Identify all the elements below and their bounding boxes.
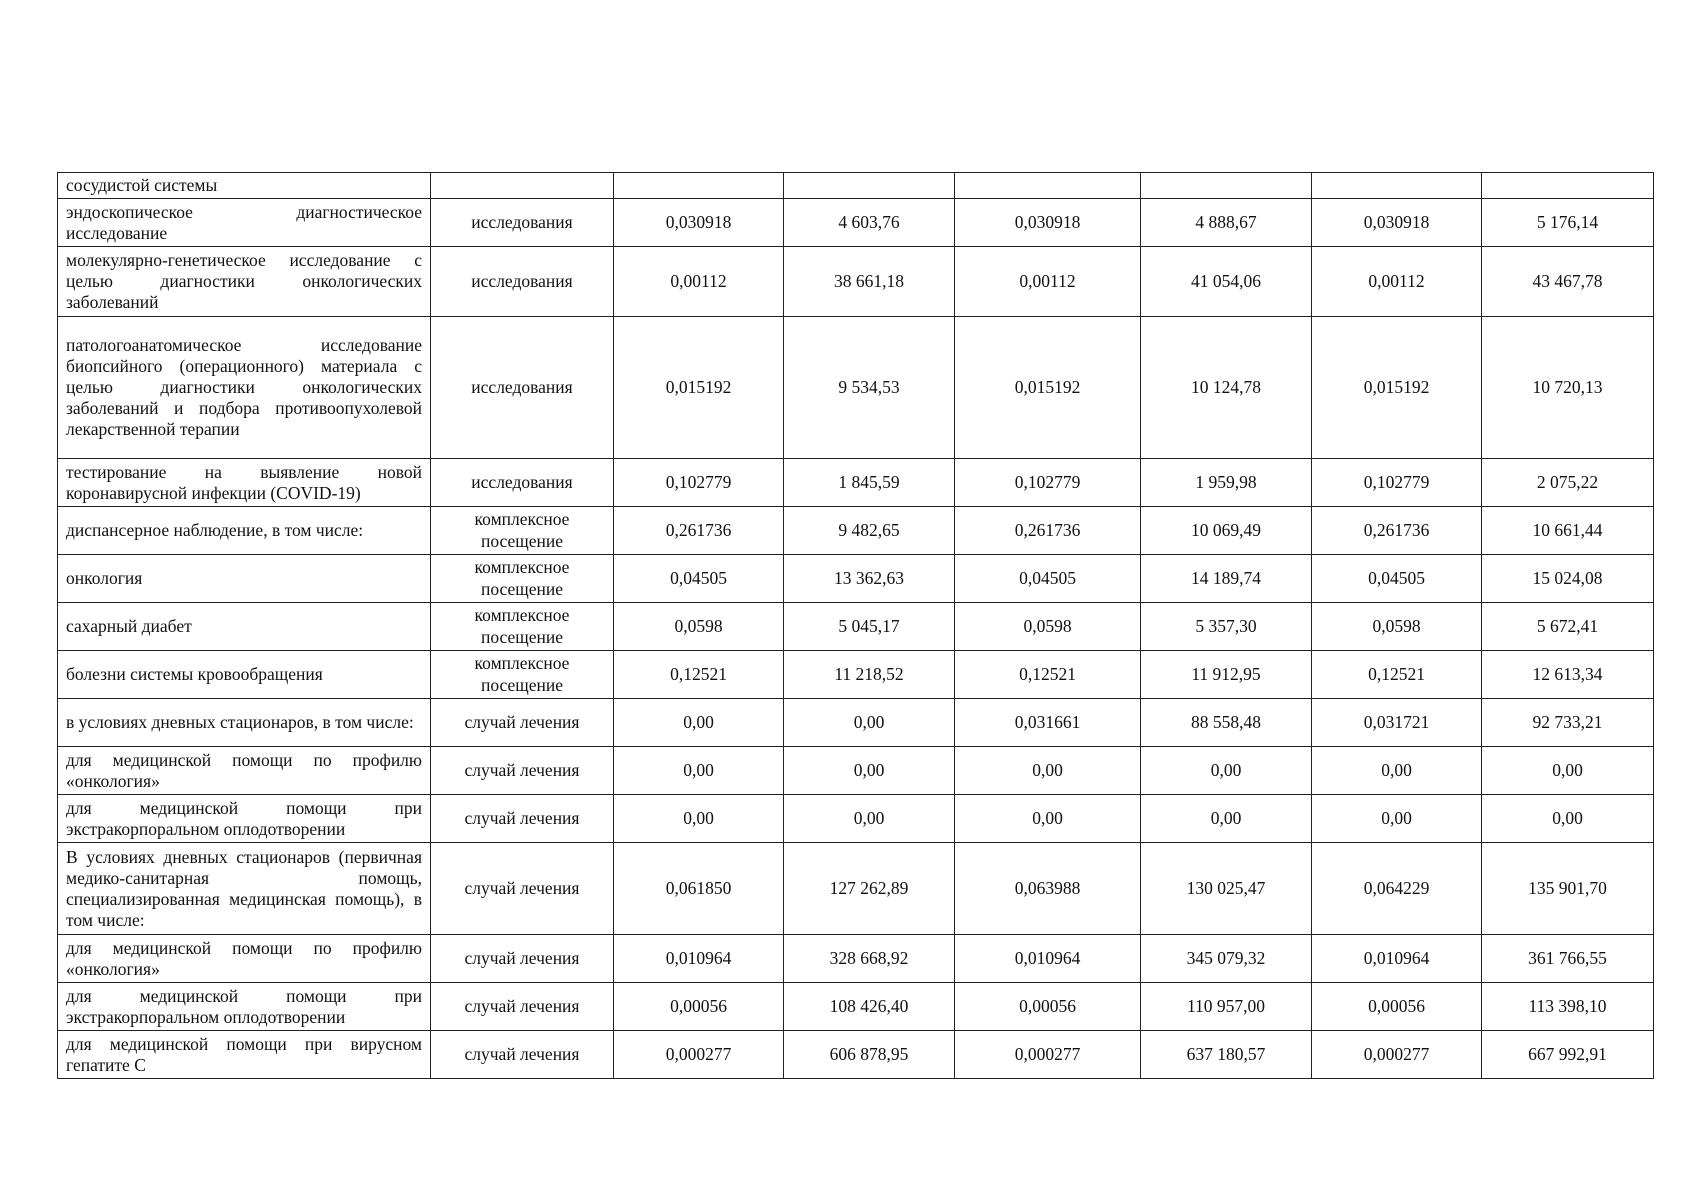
- unit-cell: случай лечения: [431, 935, 614, 983]
- table-row: [58, 983, 1654, 1031]
- value-cell: 0,00056: [955, 983, 1141, 1031]
- value-cell: 0,00: [1141, 795, 1312, 843]
- value-cell: 0,12521: [1312, 651, 1482, 699]
- table-row: [58, 795, 1654, 843]
- value-cell: 0,00: [955, 795, 1141, 843]
- value-cell: 130 025,47: [1141, 843, 1312, 935]
- value-cell: 0,030918: [955, 199, 1141, 247]
- value-cell: 0,064229: [1312, 843, 1482, 935]
- value-cell: [955, 173, 1141, 199]
- value-cell: 127 262,89: [784, 843, 955, 935]
- value-cell: 0,010964: [955, 935, 1141, 983]
- value-cell: 0,00: [1141, 747, 1312, 795]
- row-name-cell: для медицинской помощи по профилю «онкология»: [58, 935, 431, 983]
- table-row: [58, 699, 1654, 747]
- value-cell: 0,031721: [1312, 699, 1482, 747]
- value-cell: 0,030918: [614, 199, 784, 247]
- table-row: [58, 247, 1654, 317]
- value-cell: 0,00: [614, 699, 784, 747]
- row-name-cell: эндоскопическое диагностическое исследование: [58, 199, 431, 247]
- value-cell: 5 357,30: [1141, 603, 1312, 651]
- table-row: [58, 555, 1654, 603]
- value-cell: 15 024,08: [1482, 555, 1654, 603]
- table-row: [58, 935, 1654, 983]
- value-cell: 637 180,57: [1141, 1031, 1312, 1079]
- value-cell: 0,00: [614, 795, 784, 843]
- value-cell: 0,102779: [1312, 459, 1482, 507]
- value-cell: 0,015192: [1312, 317, 1482, 459]
- value-cell: 5 045,17: [784, 603, 955, 651]
- value-cell: 0,00112: [1312, 247, 1482, 317]
- value-cell: [1482, 173, 1654, 199]
- value-cell: 9 482,65: [784, 507, 955, 555]
- row-name-cell: патологоанатомическое исследование биопсийного (операционного) материала с целью диагностики онкологических заболеваний и подбора противоопухолевой лекарственной терапии: [58, 317, 431, 459]
- row-name-cell: сахарный диабет: [58, 603, 431, 651]
- value-cell: 0,261736: [1312, 507, 1482, 555]
- value-cell: 0,04505: [1312, 555, 1482, 603]
- row-name-cell: тестирование на выявление новой коронавирусной инфекции (COVID-19): [58, 459, 431, 507]
- value-cell: 110 957,00: [1141, 983, 1312, 1031]
- row-name-cell: для медицинской помощи при экстракорпоральном оплодотворении: [58, 983, 431, 1031]
- value-cell: [1141, 173, 1312, 199]
- value-cell: 0,00056: [1312, 983, 1482, 1031]
- table-row: [58, 507, 1654, 555]
- value-cell: 345 079,32: [1141, 935, 1312, 983]
- unit-cell: комплексное посещение: [431, 507, 614, 555]
- row-name-cell: В условиях дневных стационаров (первичная медико-санитарная помощь, специализированная медицинская помощь), в том числе:: [58, 843, 431, 935]
- value-cell: 135 901,70: [1482, 843, 1654, 935]
- unit-cell: комплексное посещение: [431, 555, 614, 603]
- value-cell: 667 992,91: [1482, 1031, 1654, 1079]
- value-cell: 0,0598: [1312, 603, 1482, 651]
- value-cell: 0,063988: [955, 843, 1141, 935]
- value-cell: 0,00056: [614, 983, 784, 1031]
- unit-cell: случай лечения: [431, 795, 614, 843]
- table-row: [58, 843, 1654, 935]
- unit-cell: исследования: [431, 317, 614, 459]
- row-name-cell: онкология: [58, 555, 431, 603]
- value-cell: 14 189,74: [1141, 555, 1312, 603]
- unit-cell: случай лечения: [431, 699, 614, 747]
- unit-cell: исследования: [431, 199, 614, 247]
- row-name-cell: для медицинской помощи при экстракорпоральном оплодотворении: [58, 795, 431, 843]
- value-cell: 0,04505: [614, 555, 784, 603]
- value-cell: 0,00: [1482, 795, 1654, 843]
- value-cell: 0,12521: [614, 651, 784, 699]
- value-cell: 10 069,49: [1141, 507, 1312, 555]
- value-cell: 10 720,13: [1482, 317, 1654, 459]
- value-cell: 43 467,78: [1482, 247, 1654, 317]
- value-cell: 0,0598: [614, 603, 784, 651]
- value-cell: 0,061850: [614, 843, 784, 935]
- unit-cell: комплексное посещение: [431, 651, 614, 699]
- unit-cell: исследования: [431, 459, 614, 507]
- table-row: [58, 747, 1654, 795]
- value-cell: 0,010964: [614, 935, 784, 983]
- value-cell: 5 672,41: [1482, 603, 1654, 651]
- value-cell: 0,015192: [955, 317, 1141, 459]
- value-cell: 0,261736: [955, 507, 1141, 555]
- table-row: [58, 199, 1654, 247]
- value-cell: 12 613,34: [1482, 651, 1654, 699]
- table-row: [58, 173, 1654, 199]
- value-cell: 38 661,18: [784, 247, 955, 317]
- value-cell: 88 558,48: [1141, 699, 1312, 747]
- value-cell: 4 888,67: [1141, 199, 1312, 247]
- row-name-cell: для медицинской помощи при вирусном гепатите С: [58, 1031, 431, 1079]
- unit-cell: случай лечения: [431, 1031, 614, 1079]
- value-cell: 0,031661: [955, 699, 1141, 747]
- value-cell: 0,00: [784, 747, 955, 795]
- value-cell: 0,00: [1312, 795, 1482, 843]
- unit-cell: комплексное посещение: [431, 603, 614, 651]
- table-row: [58, 459, 1654, 507]
- unit-cell: случай лечения: [431, 747, 614, 795]
- value-cell: 113 398,10: [1482, 983, 1654, 1031]
- value-cell: 1 845,59: [784, 459, 955, 507]
- row-name-cell: диспансерное наблюдение, в том числе:: [58, 507, 431, 555]
- value-cell: 0,00112: [955, 247, 1141, 317]
- table-row: [58, 651, 1654, 699]
- value-cell: 606 878,95: [784, 1031, 955, 1079]
- row-name-cell: для медицинской помощи по профилю «онкология»: [58, 747, 431, 795]
- row-name-cell: сосудистой системы: [58, 173, 431, 199]
- value-cell: 0,102779: [955, 459, 1141, 507]
- value-cell: 9 534,53: [784, 317, 955, 459]
- value-cell: 1 959,98: [1141, 459, 1312, 507]
- value-cell: [614, 173, 784, 199]
- value-cell: 2 075,22: [1482, 459, 1654, 507]
- value-cell: 5 176,14: [1482, 199, 1654, 247]
- row-name-cell: в условиях дневных стационаров, в том числе:: [58, 699, 431, 747]
- value-cell: 13 362,63: [784, 555, 955, 603]
- value-cell: 41 054,06: [1141, 247, 1312, 317]
- value-cell: 108 426,40: [784, 983, 955, 1031]
- value-cell: 0,015192: [614, 317, 784, 459]
- value-cell: [784, 173, 955, 199]
- value-cell: 0,00: [1482, 747, 1654, 795]
- value-cell: 4 603,76: [784, 199, 955, 247]
- value-cell: 0,000277: [614, 1031, 784, 1079]
- value-cell: 0,010964: [1312, 935, 1482, 983]
- value-cell: 0,00: [614, 747, 784, 795]
- table-row: [58, 1031, 1654, 1079]
- row-name-cell: болезни системы кровообращения: [58, 651, 431, 699]
- value-cell: 11 218,52: [784, 651, 955, 699]
- table-row: [58, 603, 1654, 651]
- value-cell: 0,00112: [614, 247, 784, 317]
- value-cell: [1312, 173, 1482, 199]
- value-cell: 0,04505: [955, 555, 1141, 603]
- value-cell: 0,00: [784, 699, 955, 747]
- value-cell: 10 124,78: [1141, 317, 1312, 459]
- value-cell: 328 668,92: [784, 935, 955, 983]
- value-cell: 0,00: [784, 795, 955, 843]
- value-cell: 0,00: [955, 747, 1141, 795]
- value-cell: 361 766,55: [1482, 935, 1654, 983]
- value-cell: 10 661,44: [1482, 507, 1654, 555]
- unit-cell: случай лечения: [431, 983, 614, 1031]
- value-cell: 11 912,95: [1141, 651, 1312, 699]
- value-cell: 0,00: [1312, 747, 1482, 795]
- unit-cell: случай лечения: [431, 843, 614, 935]
- value-cell: 0,000277: [1312, 1031, 1482, 1079]
- value-cell: 0,0598: [955, 603, 1141, 651]
- value-cell: 92 733,21: [1482, 699, 1654, 747]
- row-name-cell: молекулярно-генетическое исследование с целью диагностики онкологических заболеваний: [58, 247, 431, 317]
- unit-cell: исследования: [431, 247, 614, 317]
- normatives-table: [57, 172, 1654, 1079]
- table-row: [58, 317, 1654, 459]
- value-cell: 0,261736: [614, 507, 784, 555]
- unit-cell: [431, 173, 614, 199]
- value-cell: 0,12521: [955, 651, 1141, 699]
- value-cell: 0,102779: [614, 459, 784, 507]
- value-cell: 0,030918: [1312, 199, 1482, 247]
- value-cell: 0,000277: [955, 1031, 1141, 1079]
